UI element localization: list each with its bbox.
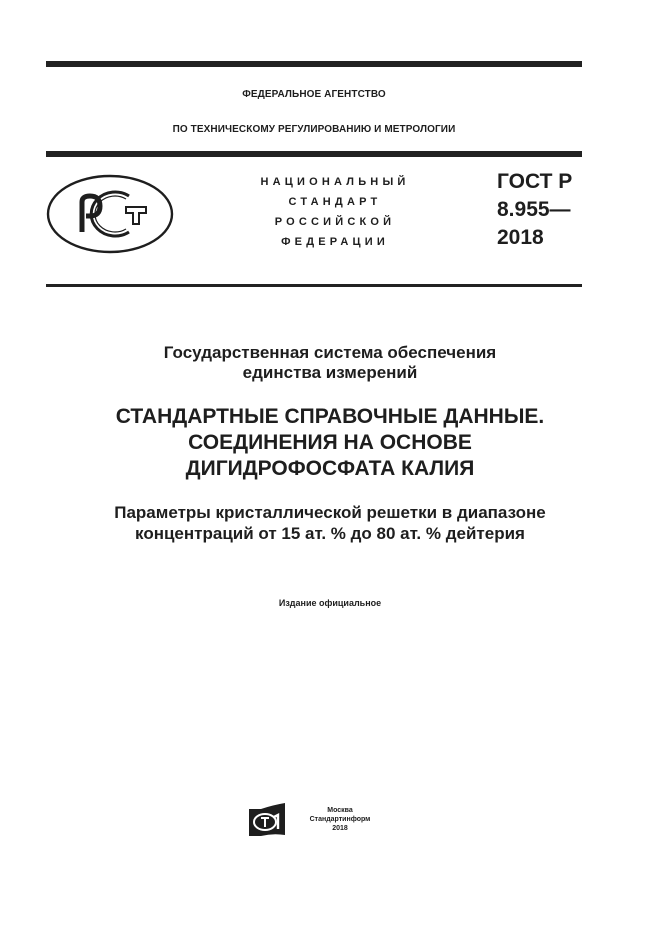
document-subtitle xyxy=(30,502,630,544)
agency-name-line-2: ПО ТЕХНИЧЕСКОМУ РЕГУЛИРОВАНИЮ И МЕТРОЛОГИИ xyxy=(172,124,456,135)
edition-label: Издание официальное xyxy=(278,598,382,608)
main-title-line: СОЕДИНЕНИЯ НА ОСНОВЕ xyxy=(188,431,472,454)
publisher-city: Москва xyxy=(327,807,353,814)
standard-type-label xyxy=(240,172,430,252)
publisher-year: 2018 xyxy=(332,825,348,832)
middle-rule xyxy=(46,151,582,157)
agency-name-line-1: ФЕДЕРАЛЬНОЕ АГЕНТСТВО xyxy=(242,89,386,100)
system-title xyxy=(30,343,630,383)
standartinform-logo-icon xyxy=(247,803,287,837)
designation-line: 2018 xyxy=(497,226,544,249)
subtitle-line: концентраций от 15 ат. % до 80 ат. % дейтерия xyxy=(135,524,525,543)
main-title-line: СТАНДАРТНЫЕ СПРАВОЧНЫЕ ДАННЫЕ. xyxy=(115,405,545,428)
designation-line: 8.955— xyxy=(497,198,571,221)
system-title-line: единства измерений xyxy=(242,363,418,382)
system-title-line: Государственная система обеспечения xyxy=(163,343,497,362)
main-title-line: ДИГИДРОФОСФАТА КАЛИЯ xyxy=(185,457,475,480)
designation-line: ГОСТ Р xyxy=(497,170,573,193)
standard-type-line: НАЦИОНАЛЬНЫЙ xyxy=(260,176,410,188)
standard-type-line: СТАНДАРТ xyxy=(288,196,382,208)
standard-designation xyxy=(497,168,572,252)
publisher-name: Стандартинформ xyxy=(309,816,371,823)
standard-type-line: ФЕДЕРАЦИИ xyxy=(281,236,389,248)
publisher-imprint xyxy=(295,806,385,833)
rst-certification-mark-icon xyxy=(46,174,176,256)
lower-rule xyxy=(46,284,582,287)
standard-type-line: РОССИЙСКОЙ xyxy=(274,216,396,228)
top-rule xyxy=(46,61,582,67)
document-main-title xyxy=(30,404,630,482)
subtitle-line: Параметры кристаллической решетки в диапазоне xyxy=(114,503,546,522)
